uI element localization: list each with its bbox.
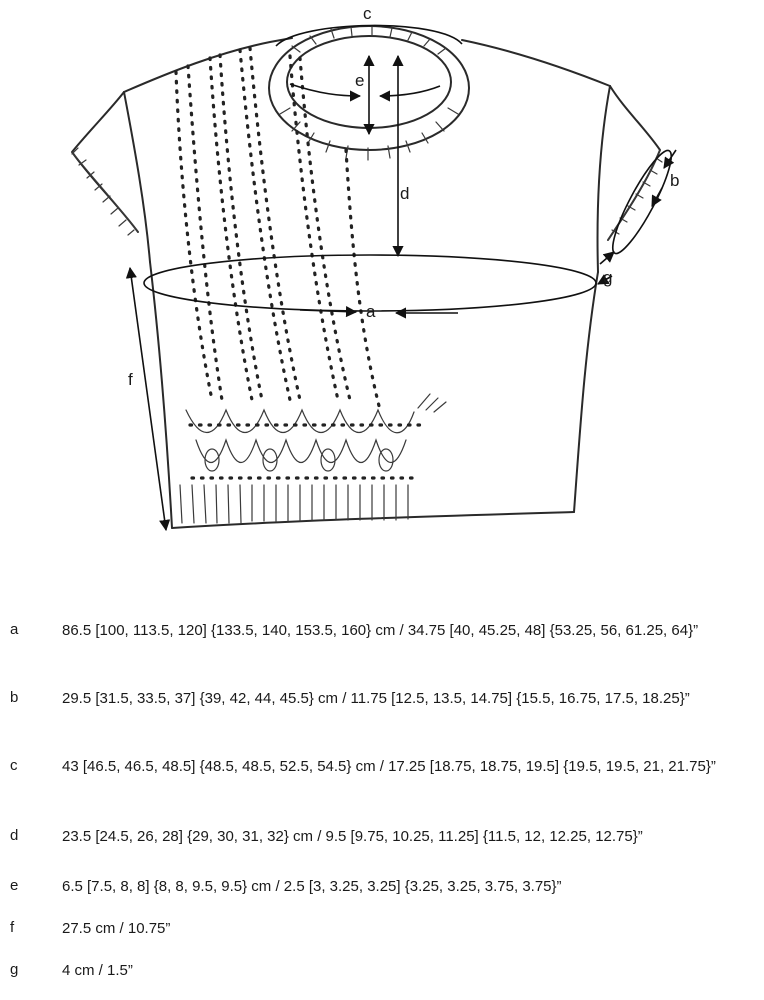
measurement-value: 4 cm / 1.5”	[62, 962, 133, 979]
measure-e	[290, 56, 440, 134]
label-c: c	[363, 4, 372, 23]
measurement-value: 27.5 cm / 10.75”	[62, 920, 171, 937]
label-a: a	[366, 302, 376, 321]
cable-columns	[176, 48, 380, 410]
measurement-letter: b	[10, 689, 19, 706]
measure-f	[130, 268, 166, 530]
sweater-outline	[72, 38, 660, 528]
left-cuff-ribbing	[72, 148, 138, 235]
label-f: f	[128, 370, 133, 389]
measurement-letter: d	[10, 827, 19, 844]
lace-motif-band	[180, 394, 446, 523]
measurement-value: 43 [46.5, 46.5, 48.5] {48.5, 48.5, 52.5, 54.5} cm / 17.25 [18.75, 18.75, 19.5] {19.5, 19.5, 21, 21.75}”	[62, 758, 716, 775]
measure-b	[604, 145, 680, 259]
measurement-letter: c	[10, 757, 18, 774]
measurement-letter: e	[10, 877, 19, 894]
label-d: d	[400, 184, 410, 203]
measurement-value: 6.5 [7.5, 8, 8] {8, 8, 9.5, 9.5} cm / 2.5 [3, 3.25, 3.25] {3.25, 3.25, 3.75, 3.75}”	[62, 878, 562, 895]
measurement-value: 23.5 [24.5, 26, 28] {29, 30, 31, 32} cm / 9.5 [9.75, 10.25, 11.25] {11.5, 12, 12.25, 12.75}”	[62, 828, 643, 845]
measurement-value: 86.5 [100, 113.5, 120] {133.5, 140, 153.5, 160} cm / 34.75 [40, 45.25, 48] {53.25, 56, 61.25, 64}”	[62, 622, 699, 639]
measurement-letter: f	[10, 919, 15, 936]
label-g: g	[603, 268, 613, 287]
label-e: e	[355, 71, 365, 90]
measurement-value: 29.5 [31.5, 33.5, 37] {39, 42, 44, 45.5} cm / 11.75 [12.5, 13.5, 14.75] {15.5, 16.75, 17.5, 18.25}”	[62, 690, 690, 707]
measurement-letter: a	[10, 621, 19, 638]
label-b: b	[670, 171, 680, 190]
measurement-letter: g	[10, 961, 19, 978]
